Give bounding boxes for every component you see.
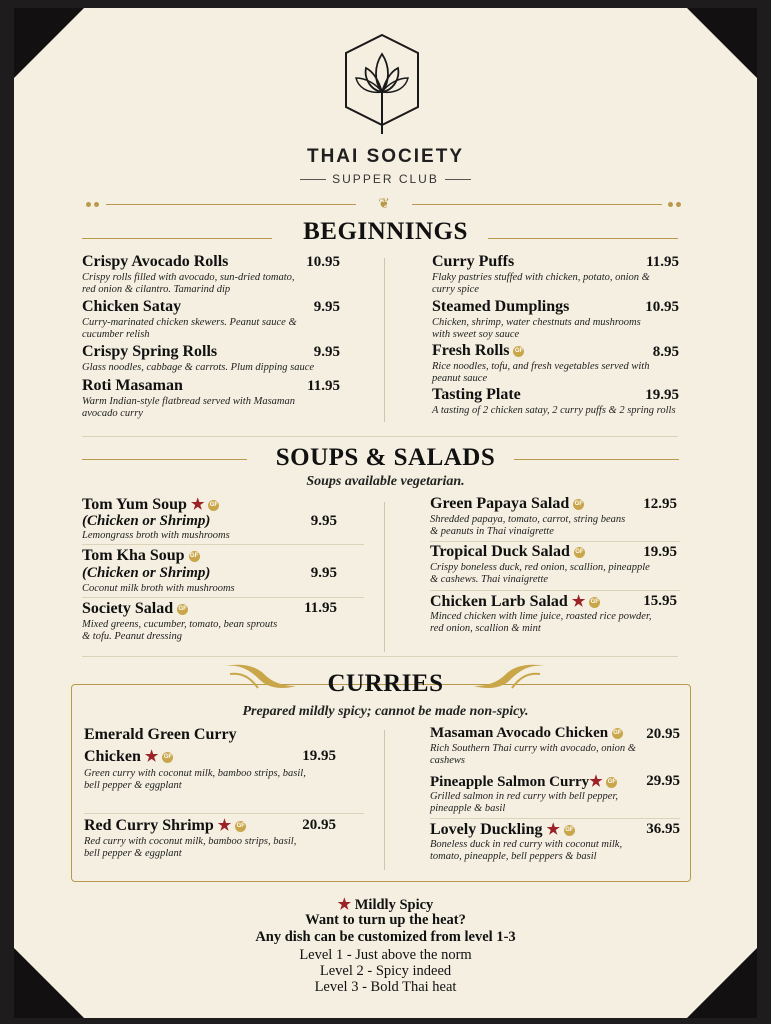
menu-item-desc: Rich Southern Thai curry with avocado, onion & — [430, 743, 636, 754]
menu-item-desc: red onion, scallion & mint — [430, 623, 541, 634]
menu-item-price: 29.95 — [646, 773, 680, 789]
menu-item-price: 20.95 — [646, 726, 680, 742]
menu-item-desc: Curry-marinated chicken skewers. Peanut sauce & — [82, 317, 297, 328]
menu-item-name — [82, 495, 219, 514]
item-divider — [430, 541, 680, 542]
menu-item-name-text: Society Salad — [82, 600, 174, 617]
menu-item-price: 19.95 — [643, 544, 677, 560]
menu-item-desc: bell pepper & eggplant — [84, 780, 182, 791]
rule-dot — [94, 202, 99, 207]
menu-item-subtitle: (Chicken or Shrimp) — [82, 513, 211, 529]
menu-item-price: 11.95 — [304, 600, 337, 616]
gluten-free-icon: GF — [513, 346, 524, 357]
menu-item-price: 11.95 — [646, 254, 679, 270]
menu-item-name — [430, 772, 617, 791]
corner-tr — [687, 8, 757, 78]
menu-item-name — [430, 543, 585, 561]
menu-item-name-text: Tom Yum Soup — [82, 496, 187, 513]
spicy-star-icon: ★ — [144, 749, 159, 765]
spicy-legend-text: Mildly Spicy — [354, 897, 434, 913]
section-divider — [82, 656, 678, 657]
menu-item-name-text: Tropical Duck Salad — [430, 543, 570, 560]
section-title-beginnings: BEGINNINGS — [303, 218, 468, 245]
menu-item-name — [82, 547, 200, 565]
menu-item-name-text: Fresh Rolls — [432, 342, 510, 359]
menu-item-desc: Chicken, shrimp, water chestnuts and mushrooms — [432, 317, 641, 328]
menu-item-price: 10.95 — [645, 299, 679, 315]
menu-item-name: Tasting Plate — [432, 386, 521, 403]
menu-item-desc: Crispy rolls filled with avocado, sun-dried tomato, — [82, 272, 295, 283]
menu-item-name: Crispy Avocado Rolls — [82, 253, 229, 270]
menu-item-desc: Shredded papaya, tomato, carrot, string beans — [430, 514, 626, 525]
gluten-free-icon: GF — [189, 551, 200, 562]
menu-item-name: Curry Puffs — [432, 253, 515, 270]
menu-page — [14, 8, 757, 1018]
brand-subtitle — [14, 172, 757, 186]
section-note-soups: Soups available vegetarian. — [306, 474, 465, 489]
menu-item-name — [430, 495, 584, 513]
item-divider — [82, 544, 364, 545]
item-divider — [430, 818, 680, 819]
menu-item-price: 9.95 — [313, 299, 340, 315]
item-divider — [82, 597, 364, 598]
section-title-soups: SOUPS & SALADS — [275, 444, 496, 471]
brand-name: THAI SOCIETY — [306, 146, 464, 167]
menu-item-name — [84, 816, 246, 835]
gluten-free-icon: GF — [574, 547, 585, 558]
menu-item-desc: pineapple & basil — [430, 803, 506, 814]
menu-item-name — [84, 747, 173, 766]
menu-item-desc: with sweet soy sauce — [432, 329, 520, 340]
menu-item-desc: Grilled salmon in red curry with bell pepper, — [430, 791, 619, 802]
gold-rule — [106, 204, 356, 205]
rule-dot — [86, 202, 91, 207]
menu-item-desc: peanut sauce — [432, 373, 488, 384]
menu-item-desc: Flaky pastries stuffed with chicken, potato, onion & — [432, 272, 650, 283]
menu-item-price: 9.95 — [310, 513, 337, 529]
menu-item-desc: Coconut milk broth with mushrooms — [82, 583, 235, 594]
section-title-curries: CURRIES — [327, 670, 444, 697]
menu-item-desc: avocado curry — [82, 408, 143, 419]
menu-item-desc: curry spice — [432, 284, 479, 295]
menu-item-desc: Green curry with coconut milk, bamboo strips, basil, — [84, 768, 306, 779]
brand-subtitle-text: SUPPER CLUB — [332, 172, 439, 186]
spicy-star-icon: ★ — [571, 594, 586, 610]
rule-dot — [676, 202, 681, 207]
menu-item-price: 36.95 — [646, 821, 680, 837]
menu-item-desc: A tasting of 2 chicken satay, 2 curry puffs & 2 spring rolls — [432, 405, 676, 416]
gluten-free-icon: GF — [162, 752, 173, 763]
menu-item-desc: Red curry with coconut milk, bamboo strips, basil, — [84, 836, 297, 847]
menu-item-desc: tomato, pineapple, bell peppers & basil — [430, 851, 597, 862]
column-divider — [384, 258, 385, 422]
menu-item-desc: Rice noodles, tofu, and fresh vegetables served with — [432, 361, 650, 372]
lotus-icon — [342, 32, 422, 136]
menu-item-name-text: Chicken — [84, 748, 141, 765]
menu-item-name — [430, 725, 623, 742]
menu-item-desc: Minced chicken with lime juice, roasted rice powder, — [430, 611, 652, 622]
menu-item-price: 9.95 — [313, 344, 340, 360]
menu-item-name: Emerald Green Curry — [84, 726, 237, 743]
rule-dot — [668, 202, 673, 207]
menu-item-price: 19.95 — [302, 748, 336, 764]
menu-item-name: Steamed Dumplings — [432, 298, 570, 315]
menu-item-desc: & tofu. Peanut dressing — [82, 631, 182, 642]
column-divider — [384, 730, 385, 870]
gold-rule — [412, 204, 662, 205]
menu-item-desc: & cashews. Thai vinaigrette — [430, 574, 549, 585]
menu-item-desc: Glass noodles, cabbage & carrots. Plum dipping sauce — [82, 362, 315, 373]
spicy-star-icon: ★ — [190, 497, 205, 513]
menu-item-price: 12.95 — [643, 496, 677, 512]
menu-item-name: Crispy Spring Rolls — [82, 343, 218, 360]
menu-item-desc: cashews — [430, 755, 465, 766]
section-divider — [82, 436, 678, 437]
corner-tl — [14, 8, 84, 78]
menu-item-desc: Mixed greens, cucumber, tomato, bean sprouts — [82, 619, 278, 630]
spice-level: Level 3 - Bold Thai heat — [314, 979, 457, 995]
menu-item-name — [430, 592, 600, 611]
ornament-icon: ❦ — [378, 197, 390, 212]
menu-item-name — [432, 342, 524, 360]
spice-level: Level 1 - Just above the norm — [299, 947, 472, 963]
menu-item-desc: Boneless duck in red curry with coconut milk, — [430, 839, 623, 850]
menu-item-desc: Crispy boneless duck, red onion, scallion, pineapple — [430, 562, 650, 573]
menu-item-price: 10.95 — [306, 254, 340, 270]
menu-item-name — [82, 600, 188, 618]
menu-item-price: 9.95 — [310, 565, 337, 581]
menu-item-name: Chicken Satay — [82, 298, 182, 315]
menu-item-desc: bell pepper & eggplant — [84, 848, 182, 859]
gluten-free-icon: GF — [208, 500, 219, 511]
menu-item-name-text: Red Curry Shrimp — [84, 817, 214, 834]
gluten-free-icon: GF — [235, 821, 246, 832]
menu-item-price: 15.95 — [643, 593, 677, 609]
gluten-free-icon: GF — [612, 728, 623, 739]
column-divider — [384, 502, 385, 652]
menu-item-name — [430, 820, 575, 839]
menu-item-name: Roti Masaman — [82, 377, 183, 394]
spicy-star-icon: ★ — [546, 822, 560, 838]
gluten-free-icon: GF — [177, 604, 188, 615]
spicy-star-icon: ★ — [589, 774, 603, 790]
menu-item-price: 8.95 — [652, 344, 679, 360]
gluten-free-icon: GF — [589, 597, 600, 608]
menu-item-name-text: Chicken Larb Salad — [430, 593, 568, 610]
gluten-free-icon: GF — [606, 777, 617, 788]
spicy-star-icon: ★ — [337, 897, 352, 913]
menu-item-price: 11.95 — [307, 378, 340, 394]
menu-item-name-text: Green Papaya Salad — [430, 495, 570, 512]
menu-item-name-text: Masaman Avocado Chicken — [430, 725, 609, 741]
section-rule — [488, 238, 678, 239]
footer-line: Any dish can be customized from level 1-3 — [255, 929, 516, 945]
spice-level: Level 2 - Spicy indeed — [319, 963, 452, 979]
menu-item-name-text: Tom Kha Soup — [82, 547, 185, 564]
section-note-curries: Prepared mildly spicy; cannot be made non-spicy. — [242, 704, 529, 719]
item-divider — [430, 590, 680, 591]
menu-item-desc: & peanuts in Thai vinaigrette — [430, 526, 554, 537]
section-rule — [514, 459, 679, 460]
menu-item-desc: cucumber relish — [82, 329, 150, 340]
menu-item-price: 20.95 — [302, 817, 336, 833]
footer-line: Want to turn up the heat? — [305, 912, 466, 928]
gluten-free-icon: GF — [564, 825, 575, 836]
spicy-star-icon: ★ — [217, 818, 232, 834]
menu-item-subtitle: (Chicken or Shrimp) — [82, 565, 211, 581]
menu-item-name-text: Lovely Duckling — [430, 821, 543, 838]
menu-item-price: 19.95 — [645, 387, 679, 403]
item-divider — [84, 813, 364, 814]
menu-item-desc: Warm Indian-style flatbread served with Masaman — [82, 396, 295, 407]
menu-item-desc: Lemongrass broth with mushrooms — [82, 530, 230, 541]
gluten-free-icon: GF — [573, 499, 584, 510]
menu-item-name-text: Pineapple Salmon Curry — [430, 774, 590, 790]
menu-item-desc: red onion & cilantro. Tamarind dip — [82, 284, 231, 295]
